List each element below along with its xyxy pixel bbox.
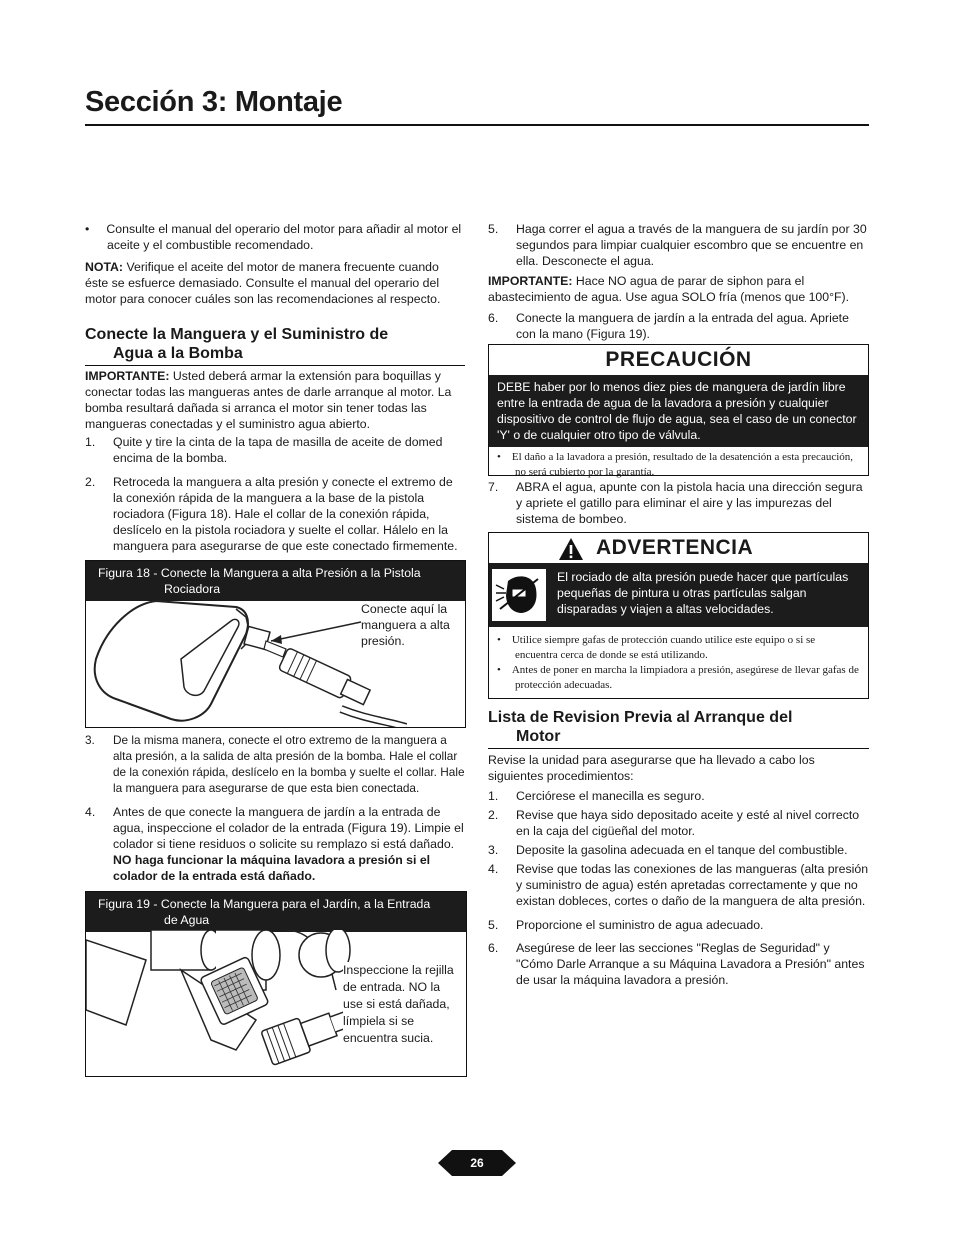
warning-text: El rociado de alta presión puede hacer que partículas pequeñas de pintura u otras partículas salgan disparadas y viajen a altas velocidades. — [557, 570, 849, 616]
step-6 — [488, 310, 869, 342]
figure-19-callout: Inspeccione la rejilla de entrada. NO la use si está dañada, límpiela si se encuentra sucia. — [343, 962, 458, 1047]
face-shield-icon-wrap — [489, 563, 549, 627]
figure-18-callout: Conecte aquí la manguera a alta presión. — [361, 602, 450, 648]
step-2 — [85, 474, 465, 554]
checklist-text: Asegúrese de leer las secciones "Reglas de Seguridad" y "Cómo Darle Arranque a su Máquina Lavadora a Presión" antes de usar la máquina lavadora a presión. — [516, 941, 865, 987]
step-text: Conecte la manguera de jardín a la entrada del agua. Apriete con la mano (Figura 19). — [516, 311, 849, 341]
important-text: Hace NO agua de parar de siphon para el abastecimiento de agua. Use agua SOLO fría (menos que 100°F). — [488, 274, 850, 304]
checklist-text: Revise que haya sido depositado aceite y esté al nivel correcto en la caja del cigüeñal del motor. — [516, 808, 860, 838]
step-4-warning: NO haga funcionar la máquina lavadora a presión si el colador de la entrada está dañado. — [113, 853, 431, 883]
figure-18-caption-line2: Rociadora — [164, 582, 221, 596]
step-number: 1. — [85, 435, 96, 449]
figure-18 — [85, 560, 466, 728]
warning-title: ADVERTENCIA — [596, 536, 754, 559]
step-number: 5. — [488, 222, 499, 236]
important-label: IMPORTANTE: — [488, 274, 573, 288]
heading-rule — [85, 365, 465, 366]
note-label: NOTA: — [85, 260, 124, 274]
checklist-item — [488, 788, 869, 804]
checklist-item — [488, 807, 869, 839]
step-number: 2. — [85, 475, 96, 489]
step-text: ABRA el agua, apunte con la pistola hacia una dirección segura y apriete el gatillo para eliminar el aire y las impurezas del sistema de bombeo. — [516, 480, 863, 526]
section-heading-hose — [85, 325, 465, 363]
checklist-text: Deposite la gasolina adecuada en el tanque del combustible. — [516, 843, 848, 857]
figure-19 — [85, 891, 467, 1077]
checklist-number: 1. — [488, 789, 499, 803]
checklist-text: Revise que todas las conexiones de las mangueras (alta presión y suministro de agua) estén apretadas correctamente y que no existan dobleces, cortes o daño de la manguera de alta presión. — [516, 862, 869, 908]
right-column — [488, 221, 869, 342]
warning-notes: • Utilice siempre gafas de protección cuando utilice este equipo o si se encuentra cerca de donde se está utilizando. • Antes de poner en marcha la limpiadora a presión, asegúrese de llevar gafas de protección adecuadas. — [497, 634, 859, 691]
heading-hose-line1: Conecte la Manguera y el Suministro de — [85, 326, 389, 343]
page-number: 26 — [470, 1156, 484, 1170]
step-text: Antes de que conecte la manguera de jardín a la entrada de agua, inspeccione el colador de la entrada (Figura 19). Limpie el colador si tiene residuos o solicite su remplazo si está dañado. — [113, 805, 464, 851]
checklist-item — [488, 842, 869, 858]
section-heading-checklist — [488, 708, 869, 746]
page-title: Sección 3: Montaje — [85, 86, 343, 118]
checklist-item — [488, 861, 869, 909]
step-number: 7. — [488, 480, 499, 494]
figure-19-caption — [86, 892, 466, 932]
important-paragraph-right — [488, 273, 869, 305]
warning-box — [488, 532, 869, 699]
step-5 — [488, 221, 869, 269]
checklist-intro: Revise la unidad para asegurarse que ha llevado a cabo los siguientes procedimientos: — [488, 753, 815, 783]
step-text: Retroceda la manguera a alta presión y conecte el extremo de la conexión rápida de la manguera a la base de la pistola rociadora (Figura 18). Hale el collar de la conexión rápida, deslícelo en la pistola rociadora y suelte el collar. Hálelo en la manguera para asegurarse de que este conectado firmemente. — [113, 475, 458, 553]
checklist — [488, 788, 869, 988]
checklist-item — [488, 917, 869, 933]
bullet-oil-text: Consulte el manual del operario del motor para añadir al motor el aceite y el combustible recomendado. — [106, 222, 462, 252]
checklist-number: 4. — [488, 862, 499, 876]
step-text: De la misma manera, conecte el otro extremo de la manguera a alta presión, a la salida de alta presión de la bomba. Hale el collar de la conexión rápida, deslícelo en la bomba y suelte el collar. Hale la manguera para asegurarse de que esta bien conectada. — [113, 733, 465, 795]
heading-checklist-line1: Lista de Revision Previa al Arranque del — [488, 709, 793, 726]
checklist-number: 5. — [488, 918, 499, 932]
step-4 — [85, 804, 465, 884]
caution-box — [488, 344, 869, 476]
caution-note-text: El daño a la lavadora a presión, resultado de la desatención a esta precaución, no será cubierto por la garantía. — [511, 451, 854, 478]
warning-note-2: Antes de poner en marcha la limpiadora a presión, asegúrese de llevar gafas de protección adecuadas. — [511, 664, 859, 691]
checklist-number: 6. — [488, 941, 499, 955]
caution-note: • El daño a la lavadora a presión, resultado de la desatención a esta precaución, no será cubierto por la garantía. — [497, 451, 854, 478]
warning-note-1: Utilice siempre gafas de protección cuando utilice este equipo o si se encuentra cerca de donde se está utilizando. — [511, 634, 816, 661]
figure-19-caption-line1: Figura 19 - Conecte la Manguera para el Jardín, a la Entrada — [98, 897, 431, 911]
checklist-number: 3. — [488, 843, 499, 857]
step-text: Quite y tire la cinta de la tapa de masilla de aceite de domed encima de la bomba. — [113, 435, 443, 465]
checklist-text: Cerciórese el manecilla es seguro. — [516, 789, 705, 803]
important-paragraph — [85, 368, 465, 432]
checklist-item — [488, 940, 869, 988]
face-shield-icon — [490, 567, 548, 623]
warning-body — [489, 563, 868, 627]
figure-18-caption-line1: Figura 18 - Conecte la Manguera a alta Presión a la Pistola — [98, 566, 421, 580]
bullet-oil: • Consulte el manual del operario del motor para añadir al motor el aceite y el combustible recomendado. — [85, 222, 462, 252]
step-text: Haga correr el agua a través de la manguera de su jardín por 30 segundos para limpiar cualquier escombro que se encuentre en ella. Desconecte el agua. — [516, 222, 867, 268]
important-label: IMPORTANTE: — [85, 369, 170, 383]
step-number: 4. — [85, 805, 96, 819]
heading-checklist-line2: Motor — [516, 728, 561, 745]
left-column-steps — [85, 368, 465, 554]
checklist-number: 2. — [488, 808, 499, 822]
checklist-section — [488, 752, 869, 988]
caution-title: PRECAUCIÓN — [605, 348, 752, 371]
warning-header — [489, 533, 868, 563]
checklist-text: Proporcione el suministro de agua adecuado. — [516, 918, 764, 932]
page-number-badge — [438, 1150, 516, 1176]
figure-19-caption-line2: de Agua — [164, 913, 210, 927]
title-rule — [85, 124, 869, 126]
step-number: 3. — [85, 733, 95, 747]
heading-rule-2 — [488, 748, 869, 749]
warning-triangle-icon — [558, 537, 584, 561]
right-column-step7 — [488, 479, 869, 527]
step-3 — [85, 732, 465, 796]
caution-text: DEBE haber por lo menos diez pies de manguera de jardín libre entre la entrada de agua de la lavadora a presión y cualquier dispositivo de control de flujo de agua, sea el caso de un conector 'Y' o de cualquier otro tipo de válvula. — [489, 375, 868, 447]
step-7 — [488, 479, 869, 527]
figure-18-caption — [86, 561, 465, 601]
left-column-steps-2 — [85, 732, 465, 884]
note-text: Verifique el aceite del motor de manera frecuente cuando éste se esfuerce demasiado. Consulte el manual del operario del motor para conocer cuáles son las recomendaciones al respecto. — [85, 260, 441, 306]
step-number: 6. — [488, 311, 499, 325]
heading-hose-line2: Agua a la Bomba — [113, 345, 243, 362]
step-1 — [85, 434, 465, 466]
important-text: Usted deberá armar la extensión para boquillas y conectar todas las mangueras antes de darle arranque al motor. La bomba resultará dañada si arranca el motor sin tener todas las mangueras conectadas y el suministro agua abierto. — [85, 369, 452, 431]
left-column — [85, 221, 465, 307]
note-paragraph — [85, 259, 465, 307]
